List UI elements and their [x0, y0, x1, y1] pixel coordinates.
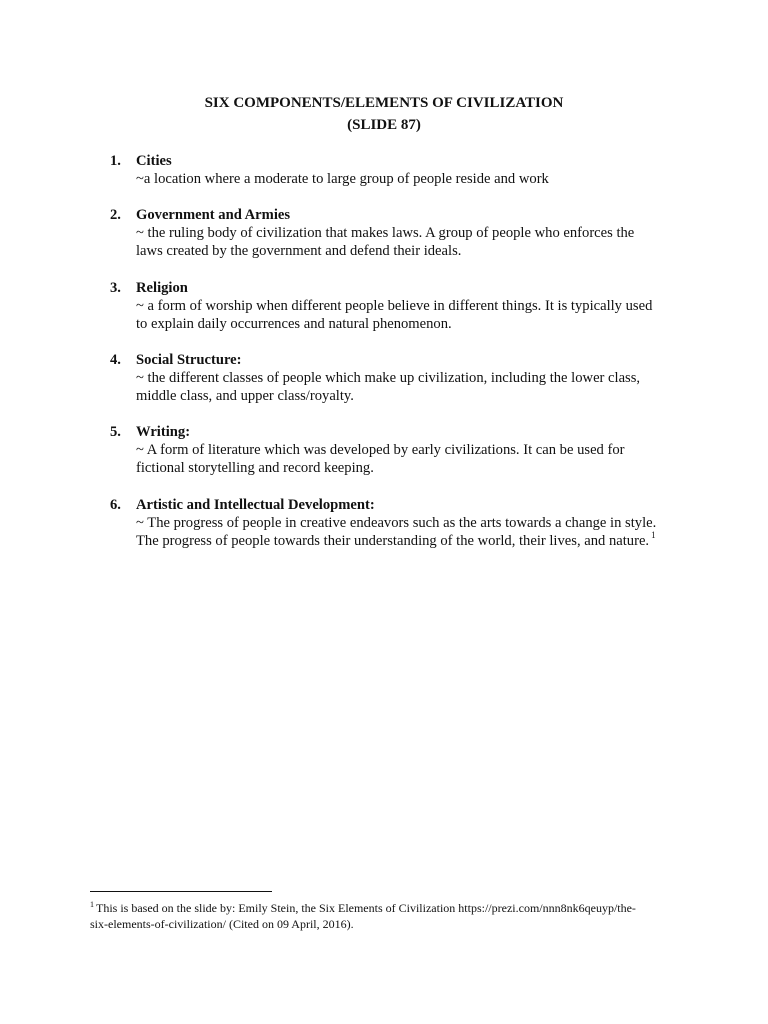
footnote-text: This is based on the slide by: Emily Stein, the Six Elements of Civilization https://prezi.com/nnn8nk6qeuyp/the- — [96, 901, 636, 915]
footnote-marker: 1 — [90, 900, 94, 909]
item-number: 1. — [110, 153, 121, 169]
item-heading: Cities — [136, 153, 172, 169]
document-title: SIX COMPONENTS/ELEMENTS OF CIVILIZATION — [204, 95, 564, 111]
description-line: ~a location where a moderate to large group of people reside and work — [136, 171, 549, 188]
item-description — [136, 170, 676, 188]
item-description — [136, 369, 676, 405]
item-description — [136, 441, 676, 477]
description-line: ~ the ruling body of civilization that makes laws. A group of people who enforces the — [136, 225, 635, 242]
description-line: fictional storytelling and record keeping. — [136, 460, 374, 477]
item-heading: Artistic and Intellectual Development: — [136, 497, 375, 513]
description-line: ~ the different classes of people which make up civilization, including the lower class, — [136, 370, 641, 387]
item-number: 2. — [110, 207, 121, 223]
item-number: 4. — [110, 352, 121, 368]
description-line: ~ A form of literature which was developed by early civilizations. It can be used for — [136, 442, 625, 459]
description-line: ~ a form of worship when different people believe in different things. It is typically used — [136, 298, 653, 315]
item-number: 5. — [110, 424, 121, 440]
description-line: to explain daily occurrences and natural phenomenon. — [136, 316, 452, 333]
footnote-separator — [90, 891, 272, 892]
item-heading: Writing: — [136, 424, 191, 440]
document-subtitle: (SLIDE 87) — [347, 117, 421, 133]
description-line: middle class, and upper class/royalty. — [136, 388, 354, 405]
footnote-line — [90, 900, 690, 916]
description-line-text: The progress of people towards their understanding of the world, their lives, and nature. — [136, 533, 650, 550]
item-number: 6. — [110, 497, 121, 513]
footnote — [90, 900, 690, 932]
item-heading: Social Structure: — [136, 352, 242, 368]
item-description — [136, 297, 676, 333]
footnote-line: six-elements-of-civilization/ (Cited on 09 April, 2016). — [90, 917, 354, 931]
footnote-reference[interactable]: 1 — [651, 530, 656, 541]
description-line: ~ The progress of people in creative endeavors such as the arts towards a change in style. — [136, 515, 657, 532]
item-description — [136, 224, 676, 260]
item-number: 3. — [110, 280, 121, 296]
description-line: laws created by the government and defend their ideals. — [136, 243, 462, 260]
item-description — [136, 514, 676, 550]
item-heading: Religion — [136, 280, 188, 296]
description-line — [136, 532, 676, 550]
item-heading: Government and Armies — [136, 207, 291, 223]
